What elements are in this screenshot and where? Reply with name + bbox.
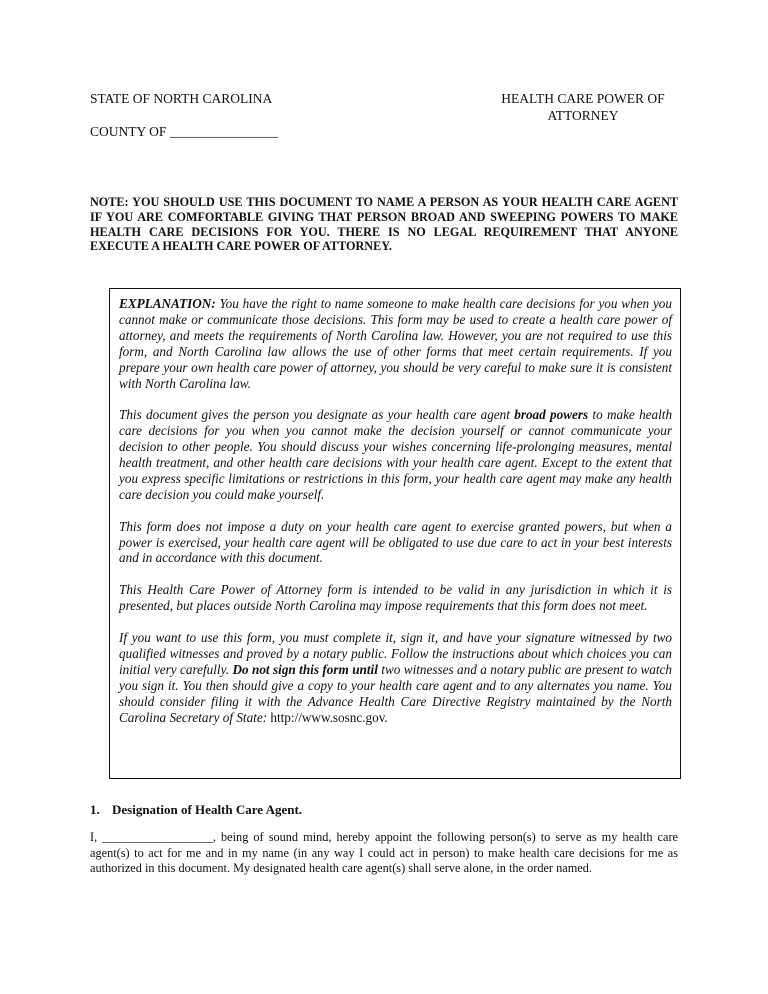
- registry-url: http://www.sosnc.gov.: [270, 709, 388, 725]
- explanation-text-2a: This document gives the person you designate as your health care agent: [119, 407, 510, 423]
- document-title-line1: HEALTH CARE POWER OF: [501, 91, 665, 106]
- section-1-title: Designation of Health Care Agent.: [112, 802, 303, 817]
- explanation-text-1: You have the right to name someone to make health care decisions for you when you cannot make or communicate those decisions. This form may be used to create a health care power of attorney, and meets the requirements of North Carolina law. However, you are not required to use this form, and North Carolina law allows the use of other forms that meet certain requirements. If you prepare your own health care power of attorney, you should be very careful to make sure it is consistent with North Carolina law.: [119, 296, 672, 391]
- county-heading: COUNTY OF ________________: [90, 124, 278, 139]
- explanation-paragraph-2: [119, 407, 672, 502]
- section-1-body: I, __________________, being of sound mind, hereby appoint the following person(s) to serve as my health care agent(s) to act for me and in my name (in any way I could act in person) to make health care decisions for me as authorized in this document. My designated health care agent(s) shall serve alone, in the order named.: [90, 830, 678, 876]
- explanation-box: [109, 288, 681, 779]
- explanation-paragraph-5: [119, 630, 672, 725]
- explanation-text-5b: two witnesses and a notary public are present to watch you sign it. You then should give a copy to your health care agent and to any alternates you name. You should consider filing it with the Advance Health Care Directive Registry maintained by the North Carolina Secretary of State:: [119, 661, 673, 725]
- explanation-paragraph-4: This Health Care Power of Attorney form is intended to be valid in any jurisdiction in which it is presented, but places outside North Carolina may impose requirements that this form does not meet.: [119, 582, 672, 614]
- note-paragraph: NOTE: YOU SHOULD USE THIS DOCUMENT TO NAME A PERSON AS YOUR HEALTH CARE AGENT IF YOU ARE COMFORTABLE GIVING THAT PERSON BROAD AND SWEEPING POWERS TO MAKE HEALTH CARE DECISIONS FOR YOU. THERE IS NO LEGAL REQUIREMENT THAT ANYONE EXECUTE A HEALTH CARE POWER OF ATTORNEY.: [90, 195, 678, 254]
- explanation-text-2b: to make health care decisions for you when you cannot make the decision yourself or cannot communicate your decision to other people. You should discuss your wishes concerning life-prolonging measures, mental health treatment, and other health care decisions with your health care agent. Except to the extent that you express specific limitations or restrictions in this form, your health care agent may make any health care decision you could make yourself.: [119, 407, 673, 502]
- state-heading: STATE OF NORTH CAROLINA: [90, 91, 273, 106]
- do-not-sign-emphasis: Do not sign this form until: [232, 661, 378, 677]
- explanation-label: EXPLANATION:: [119, 296, 216, 311]
- document-title-line2: ATTORNEY: [547, 108, 619, 123]
- explanation-text-5a: If you want to use this form, you must complete it, sign it, and have your signature witnessed by two qualified witnesses and proved by a notary public. Follow the instructions about which choices you can initial very carefully.: [119, 629, 672, 677]
- section-1-number: 1.: [90, 802, 100, 817]
- explanation-paragraph-3: This form does not impose a duty on your health care agent to exercise granted powers, but when a power is exercised, your health care agent will be obligated to use due care to act in your best interests and in accordance with this document.: [119, 518, 672, 566]
- explanation-paragraph-1: [119, 296, 672, 391]
- document-title: [488, 90, 678, 124]
- broad-powers-emphasis: broad powers: [514, 407, 589, 423]
- section-1-heading: [90, 802, 302, 818]
